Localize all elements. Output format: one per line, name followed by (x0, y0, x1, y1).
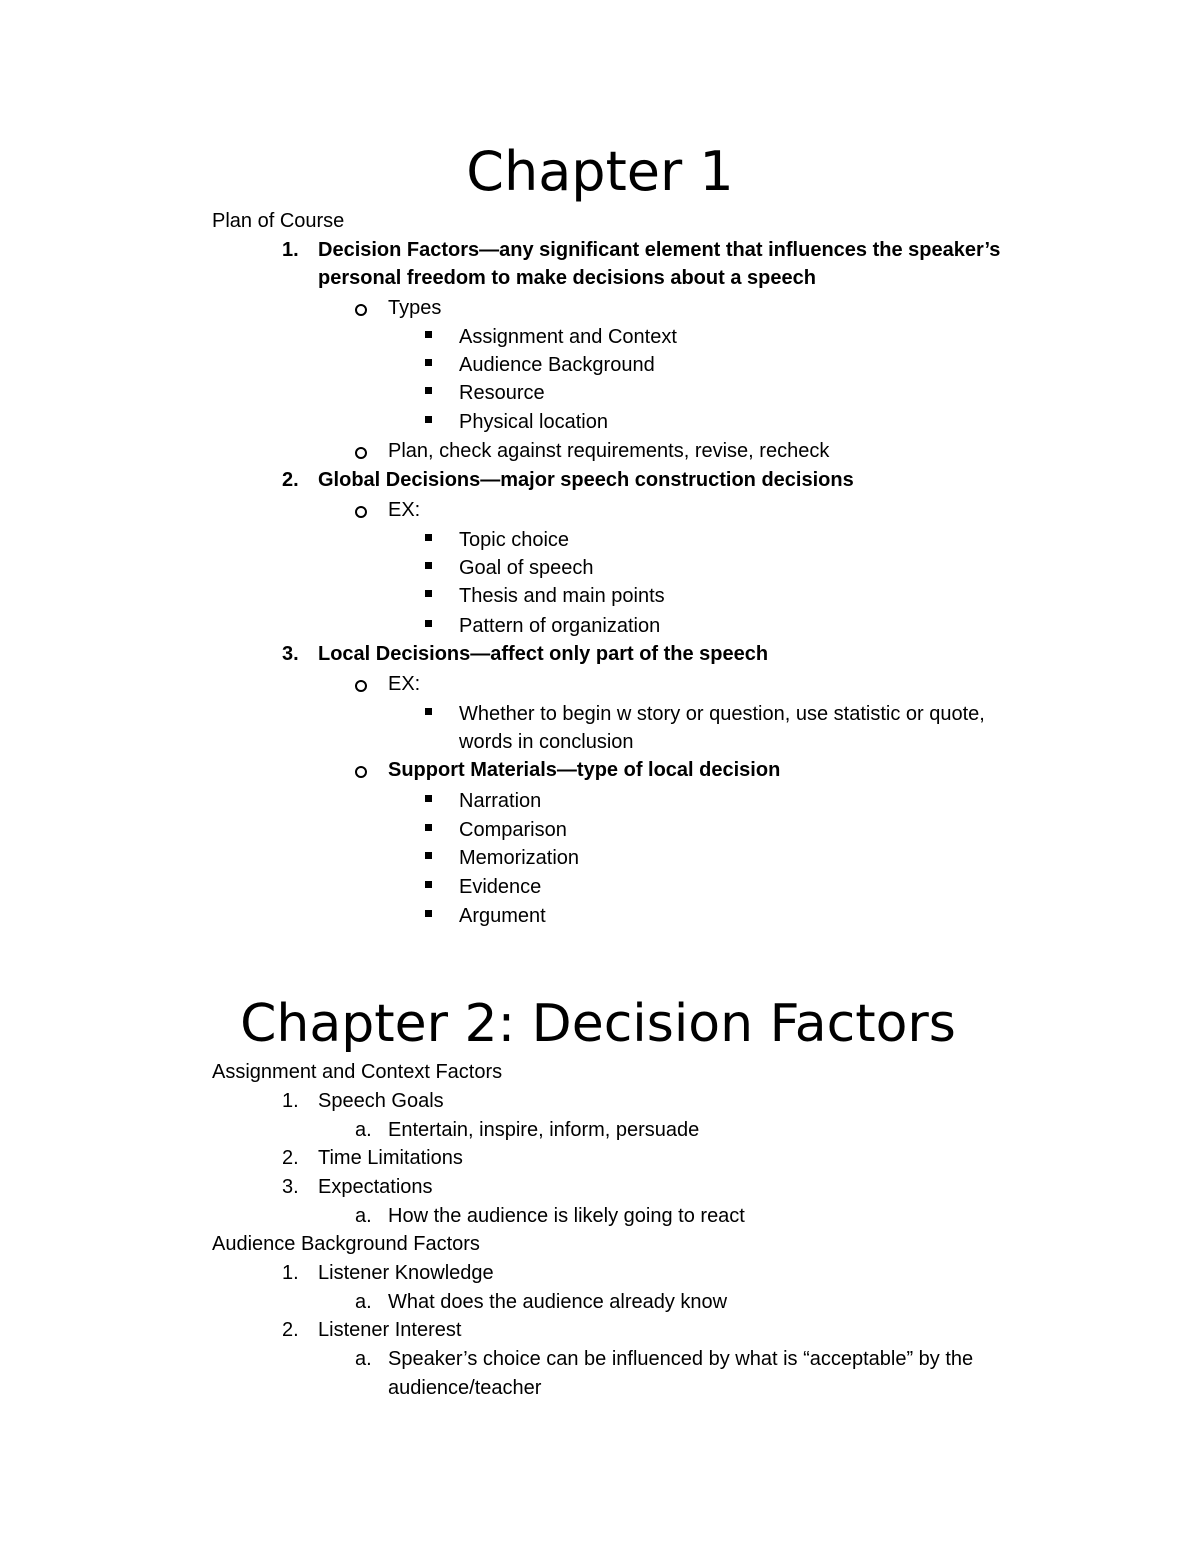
sub-item-text: Entertain, inspire, inform, persuade (388, 1119, 700, 1141)
sub-item-text: What does the audience already know (388, 1291, 728, 1313)
circle-bullet-icon (355, 680, 367, 692)
sub-sub-item-text: Comparison (459, 819, 567, 841)
sub-item-text: Support Materials—type of local decision (388, 759, 781, 781)
section-heading: Assignment and Context Factors (212, 1061, 503, 1083)
list-number: 2. (282, 1147, 299, 1169)
sub-item-text: Plan, check against requirements, revise, recheck (388, 440, 830, 462)
square-bullet-icon (425, 824, 432, 831)
circle-bullet-icon (355, 304, 367, 316)
list-item-text-cont: personal freedom to make decisions about a speech (318, 267, 816, 289)
square-bullet-icon (425, 708, 432, 715)
sub-item-text: EX: (388, 673, 421, 695)
square-bullet-icon (425, 590, 432, 597)
square-bullet-icon (425, 852, 432, 859)
square-bullet-icon (425, 416, 432, 423)
square-bullet-icon (425, 562, 432, 569)
sub-sub-item-text: Argument (459, 905, 546, 927)
sub-sub-item-text: Whether to begin w story or question, use statistic or quote, (459, 703, 985, 725)
square-bullet-icon (425, 795, 432, 802)
list-number: 2. (282, 1319, 299, 1341)
sub-sub-item-text: Resource (459, 382, 545, 404)
circle-bullet-icon (355, 447, 367, 459)
list-number: 1. (282, 239, 299, 261)
sub-sub-item-text: Audience Background (459, 354, 655, 376)
sub-sub-item-text: Narration (459, 790, 542, 812)
list-letter: a. (355, 1291, 372, 1313)
list-item-text: Local Decisions—affect only part of the speech (318, 643, 769, 665)
sub-item-text-cont: audience/teacher (388, 1377, 542, 1399)
sub-sub-item-text: Thesis and main points (459, 585, 665, 607)
square-bullet-icon (425, 881, 432, 888)
sub-item-text: How the audience is likely going to react (388, 1205, 745, 1227)
list-item-text: Time Limitations (318, 1147, 463, 1169)
list-item-text: Listener Interest (318, 1319, 462, 1341)
sub-sub-item-text: Physical location (459, 411, 608, 433)
circle-bullet-icon (355, 766, 367, 778)
list-item-text: Decision Factors—any significant element that influences the speaker’s (318, 239, 1001, 261)
sub-sub-item-text: Topic choice (459, 529, 570, 551)
square-bullet-icon (425, 359, 432, 366)
list-number: 3. (282, 643, 299, 665)
sub-sub-item-text: Goal of speech (459, 557, 594, 579)
chapter-2-title: Chapter 2: Decision Factors (240, 994, 956, 1054)
circle-bullet-icon (355, 506, 367, 518)
sub-item-text: EX: (388, 499, 421, 521)
list-number: 1. (282, 1262, 299, 1284)
sub-sub-item-text-cont: words in conclusion (459, 731, 634, 753)
list-item-text: Listener Knowledge (318, 1262, 494, 1284)
list-letter: a. (355, 1205, 372, 1227)
sub-sub-item-text: Memorization (459, 847, 580, 869)
square-bullet-icon (425, 331, 432, 338)
section-heading: Audience Background Factors (212, 1233, 480, 1255)
square-bullet-icon (425, 910, 432, 917)
sub-item-text: Speaker’s choice can be influenced by what is “acceptable” by the (388, 1348, 974, 1370)
square-bullet-icon (425, 534, 432, 541)
list-letter: a. (355, 1348, 372, 1370)
sub-sub-item-text: Assignment and Context (459, 326, 677, 348)
list-number: 1. (282, 1090, 299, 1112)
list-item-text: Expectations (318, 1176, 433, 1198)
sub-item-text: Types (388, 297, 442, 319)
section-heading: Plan of Course (212, 210, 345, 232)
square-bullet-icon (425, 620, 432, 627)
list-number: 3. (282, 1176, 299, 1198)
list-number: 2. (282, 469, 299, 491)
sub-sub-item-text: Pattern of organization (459, 615, 661, 637)
list-item-text: Speech Goals (318, 1090, 444, 1112)
sub-sub-item-text: Evidence (459, 876, 542, 898)
chapter-1-title: Chapter 1 (466, 140, 734, 203)
list-letter: a. (355, 1119, 372, 1141)
square-bullet-icon (425, 387, 432, 394)
list-item-text: Global Decisions—major speech construction decisions (318, 469, 854, 491)
